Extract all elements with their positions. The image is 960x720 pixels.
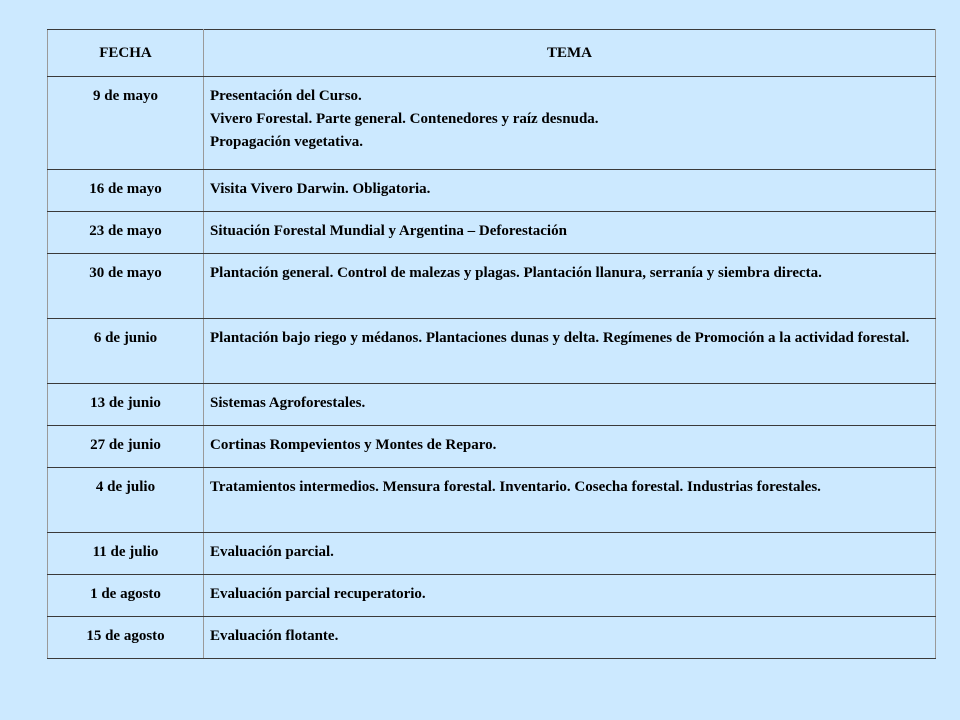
row-fecha: 30 de mayo — [48, 254, 204, 319]
header-tema: TEMA — [204, 30, 936, 77]
row-fecha: 11 de julio — [48, 533, 204, 575]
schedule-table — [47, 29, 936, 659]
table-row — [48, 533, 936, 575]
table-row — [48, 319, 936, 384]
row-fecha: 9 de mayo — [48, 77, 204, 170]
table-row — [48, 254, 936, 319]
row-tema: Evaluación parcial. — [204, 533, 936, 575]
row-tema: Sistemas Agroforestales. — [204, 384, 936, 426]
header-row — [48, 30, 936, 77]
row-tema: Visita Vivero Darwin. Obligatoria. — [204, 170, 936, 212]
row-tema-line: Vivero Forestal. Parte general. Contenedores y raíz desnuda. — [210, 111, 599, 127]
row-fecha: 27 de junio — [48, 426, 204, 468]
header-fecha: FECHA — [48, 30, 204, 77]
row-tema — [204, 77, 936, 170]
row-tema: Tratamientos intermedios. Mensura forestal. Inventario. Cosecha forestal. Industrias forestales. — [204, 468, 936, 533]
row-tema-line: Presentación del Curso. — [210, 88, 362, 104]
table-row — [48, 426, 936, 468]
row-fecha: 13 de junio — [48, 384, 204, 426]
row-tema: Situación Forestal Mundial y Argentina – Deforestación — [204, 212, 936, 254]
row-tema: Plantación bajo riego y médanos. Plantaciones dunas y delta. Regímenes de Promoción a la actividad forestal. — [204, 319, 936, 384]
row-tema: Evaluación parcial recuperatorio. — [204, 575, 936, 617]
row-fecha: 16 de mayo — [48, 170, 204, 212]
table-row — [48, 170, 936, 212]
row-fecha: 6 de junio — [48, 319, 204, 384]
table-row — [48, 77, 936, 170]
table-row — [48, 575, 936, 617]
row-tema: Cortinas Rompevientos y Montes de Reparo. — [204, 426, 936, 468]
row-fecha: 1 de agosto — [48, 575, 204, 617]
row-fecha: 15 de agosto — [48, 617, 204, 659]
row-tema: Plantación general. Control de malezas y plagas. Plantación llanura, serranía y siembra directa. — [204, 254, 936, 319]
row-fecha: 4 de julio — [48, 468, 204, 533]
table-row — [48, 384, 936, 426]
row-tema: Evaluación flotante. — [204, 617, 936, 659]
table-row — [48, 617, 936, 659]
table-row — [48, 212, 936, 254]
row-fecha: 23 de mayo — [48, 212, 204, 254]
table-row — [48, 468, 936, 533]
row-tema-line: Propagación vegetativa. — [210, 134, 364, 150]
